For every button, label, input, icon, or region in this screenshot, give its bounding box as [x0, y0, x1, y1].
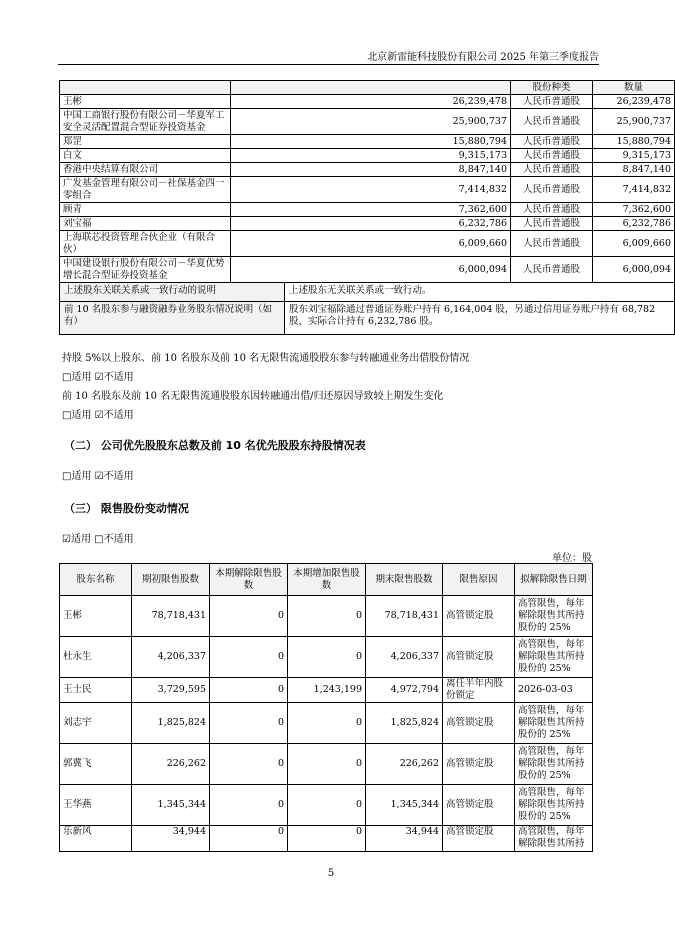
share-type: 人民币普通股	[511, 257, 593, 283]
share-type: 人民币普通股	[511, 177, 593, 203]
col-share-type: 股份种类	[511, 81, 593, 95]
header-blank-cell	[60, 81, 231, 95]
table-row	[60, 217, 675, 231]
added-shares: 1,243,199	[288, 678, 366, 703]
shareholder-name: 王彬	[60, 596, 132, 637]
closing-restricted: 4,206,337	[366, 637, 443, 678]
table-row	[60, 163, 675, 177]
share-quantity: 6,009,660	[593, 231, 675, 257]
share-type: 人民币普通股	[511, 135, 593, 149]
table-header-row	[60, 564, 593, 596]
restriction-reason: 高管锁定股	[443, 703, 515, 744]
margin-value: 股东刘宝福除通过普通证券账户持有 6,164,004 股，另通过信用证券账户持有 68,782 股，实际合计持有 6,232,786 股。	[285, 302, 674, 334]
change-paragraph: 前 10 名股东及前 10 名无限售流通股股东因转融通出借/归还原因导致较上期发生变化	[62, 391, 444, 402]
table-row	[60, 826, 593, 852]
header-rule	[58, 64, 599, 65]
released-shares: 0	[210, 703, 288, 744]
release-date: 高管限售，每年解除限售其所持股份的 25%	[515, 703, 593, 744]
share-type: 人民币普通股	[511, 149, 593, 163]
share-type: 人民币普通股	[511, 109, 593, 135]
released-shares: 0	[210, 637, 288, 678]
released-shares: 0	[210, 744, 288, 785]
table-row	[60, 257, 675, 283]
opening-restricted: 226,262	[132, 744, 210, 785]
section-preferred-title: （二） 公司优先股股东总数及前 10 名优先股股东持股情况表	[64, 439, 366, 452]
added-shares: 0	[288, 703, 366, 744]
shares-held: 6,000,094	[231, 257, 511, 283]
column-header: 本期增加限售股数	[288, 564, 366, 596]
shares-held: 26,239,478	[231, 95, 511, 109]
opening-restricted: 1,345,344	[132, 785, 210, 826]
shareholder-name: 顾青	[60, 203, 231, 217]
relation-label: 上述股东关联关系或一致行动的说明	[60, 283, 285, 301]
col-quantity: 数量	[593, 81, 675, 95]
shareholder-name: 刘志宇	[60, 703, 132, 744]
share-quantity: 9,315,173	[593, 149, 675, 163]
opening-restricted: 4,206,337	[132, 637, 210, 678]
shareholder-name: 白文	[60, 149, 231, 163]
closing-restricted: 226,262	[366, 744, 443, 785]
report-header: 北京新雷能科技股份有限公司 2025 年第三季度报告	[367, 52, 599, 63]
table-row	[60, 109, 675, 135]
table-row	[60, 95, 675, 109]
opening-restricted: 3,729,595	[132, 678, 210, 703]
margin-cell	[60, 302, 675, 335]
shareholder-name: 中国建设银行股份有限公司－华夏优势增长混合型证券投资基金	[60, 257, 231, 283]
closing-restricted: 78,718,431	[366, 596, 443, 637]
release-date: 高管限售，每年解除限售其所持股份的 25%	[515, 744, 593, 785]
table-row	[60, 596, 593, 637]
share-quantity: 26,239,478	[593, 95, 675, 109]
unit-label: 单位：股	[552, 553, 592, 564]
restriction-reason: 高管锁定股	[443, 785, 515, 826]
lending-paragraph: 持股 5%以上股东、前 10 名股东及前 10 名无限售流通股股东参与转融通业务出借股份情况	[62, 353, 470, 364]
table-row	[60, 149, 675, 163]
restriction-reason: 高管锁定股	[443, 596, 515, 637]
column-header: 本期解除限售股数	[210, 564, 288, 596]
share-type: 人民币普通股	[511, 231, 593, 257]
page-number: 5	[327, 868, 335, 879]
relation-cell	[60, 283, 675, 302]
restriction-reason: 高管锁定股	[443, 744, 515, 785]
share-quantity: 7,414,832	[593, 177, 675, 203]
table-row	[60, 678, 593, 703]
added-shares: 0	[288, 744, 366, 785]
shareholder-name: 郑罡	[60, 135, 231, 149]
table-row	[60, 177, 675, 203]
margin-label: 前 10 名股东参与融资融券业务股东情况说明（如有）	[60, 302, 285, 334]
table-row	[60, 135, 675, 149]
restriction-reason: 高管锁定股	[443, 637, 515, 678]
share-type: 人民币普通股	[511, 95, 593, 109]
section-restricted-title: （三） 限售股份变动情况	[64, 502, 189, 515]
shares-held: 25,900,737	[231, 109, 511, 135]
table-row	[60, 231, 675, 257]
relation-row	[60, 283, 675, 302]
shareholder-name: 郭冀飞	[60, 744, 132, 785]
release-date: 高管限售，每年解除限售其所持股份的 25%	[515, 596, 593, 637]
closing-restricted: 34,944	[366, 826, 443, 852]
shareholder-name: 香港中央结算有限公司	[60, 163, 231, 177]
shareholder-name: 乐新风	[60, 826, 132, 852]
column-header: 限售原因	[443, 564, 515, 596]
shares-held: 15,880,794	[231, 135, 511, 149]
lending-checkbox: □适用 ☑不适用	[62, 372, 134, 383]
share-quantity: 15,880,794	[593, 135, 675, 149]
opening-restricted: 1,825,824	[132, 703, 210, 744]
release-date: 高管限售，每年解除限售其所持	[515, 826, 593, 852]
released-shares: 0	[210, 826, 288, 852]
closing-restricted: 4,972,794	[366, 678, 443, 703]
table-row	[60, 785, 593, 826]
column-header: 期初限售股数	[132, 564, 210, 596]
shares-held: 9,315,173	[231, 149, 511, 163]
shareholder-name: 上海联芯投资管理合伙企业（有限合伙）	[60, 231, 231, 257]
share-type: 人民币普通股	[511, 217, 593, 231]
preferred-checkbox: □适用 ☑不适用	[62, 471, 134, 482]
added-shares: 0	[288, 826, 366, 852]
share-quantity: 7,362,600	[593, 203, 675, 217]
opening-restricted: 34,944	[132, 826, 210, 852]
shareholder-name: 王华燕	[60, 785, 132, 826]
table-header-row	[60, 81, 675, 95]
share-quantity: 25,900,737	[593, 109, 675, 135]
closing-restricted: 1,825,824	[366, 703, 443, 744]
column-header: 期末限售股数	[366, 564, 443, 596]
share-type: 人民币普通股	[511, 163, 593, 177]
table-row	[60, 744, 593, 785]
released-shares: 0	[210, 678, 288, 703]
share-quantity: 6,232,786	[593, 217, 675, 231]
opening-restricted: 78,718,431	[132, 596, 210, 637]
shareholder-name: 杜永生	[60, 637, 132, 678]
shareholder-name: 王彬	[60, 95, 231, 109]
released-shares: 0	[210, 785, 288, 826]
shares-held: 6,009,660	[231, 231, 511, 257]
column-header: 拟解除限售日期	[515, 564, 593, 596]
change-checkbox: □适用 ☑不适用	[62, 410, 134, 421]
released-shares: 0	[210, 596, 288, 637]
restriction-reason: 高管锁定股	[443, 826, 515, 852]
added-shares: 0	[288, 637, 366, 678]
added-shares: 0	[288, 596, 366, 637]
restriction-reason: 离任半年内股份锁定	[443, 678, 515, 703]
column-header: 股东名称	[60, 564, 132, 596]
shares-held: 6,232,786	[231, 217, 511, 231]
release-date: 高管限售，每年解除限售其所持股份的 25%	[515, 785, 593, 826]
added-shares: 0	[288, 785, 366, 826]
table-row	[60, 637, 593, 678]
release-date: 高管限售，每年解除限售其所持股份的 25%	[515, 637, 593, 678]
table-row	[60, 703, 593, 744]
shareholder-name: 中国工商银行股份有限公司－华夏军工安全灵活配置混合型证券投资基金	[60, 109, 231, 135]
shareholder-name: 刘宝福	[60, 217, 231, 231]
closing-restricted: 1,345,344	[366, 785, 443, 826]
shares-held: 7,362,600	[231, 203, 511, 217]
table-row	[60, 203, 675, 217]
header-blank-cell	[231, 81, 511, 95]
margin-row	[60, 302, 675, 335]
release-date: 2026-03-03	[515, 678, 593, 703]
shareholder-name: 王士民	[60, 678, 132, 703]
shares-held: 8,847,140	[231, 163, 511, 177]
top10-shareholders-table	[59, 80, 675, 335]
shares-held: 7,414,832	[231, 177, 511, 203]
share-type: 人民币普通股	[511, 203, 593, 217]
restricted-shares-table	[59, 563, 593, 852]
share-quantity: 6,000,094	[593, 257, 675, 283]
relation-value: 上述股东无关联关系或一致行动。	[285, 283, 674, 301]
restricted-checkbox: ☑适用 □不适用	[62, 534, 134, 545]
share-quantity: 8,847,140	[593, 163, 675, 177]
shareholder-name: 广发基金管理有限公司－社保基金四一零组合	[60, 177, 231, 203]
